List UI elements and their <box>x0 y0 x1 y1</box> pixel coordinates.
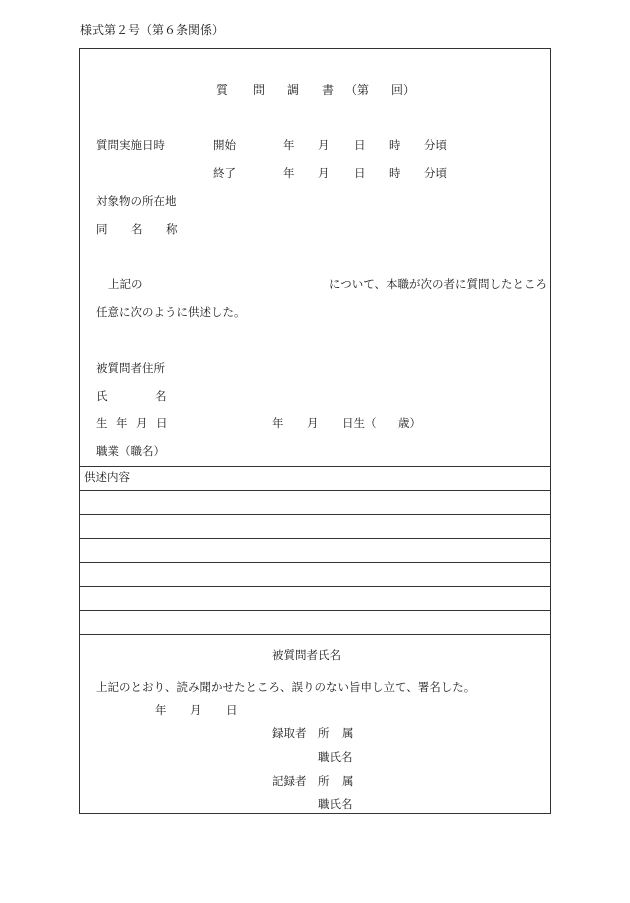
end-hour: 時 <box>389 166 401 180</box>
start-year: 年 <box>283 138 295 152</box>
end-day: 日 <box>354 166 366 180</box>
title-session-open: （第 <box>345 83 370 97</box>
title-session-close: 回） <box>391 83 416 97</box>
dob-age: 歳） <box>398 416 421 430</box>
title-char-1: 質 <box>216 83 229 97</box>
respondent-name-char-2: 名 <box>155 389 167 403</box>
start-minute: 分頃 <box>424 138 447 152</box>
end-year: 年 <box>283 166 295 180</box>
start-hour: 時 <box>389 138 401 152</box>
start-month: 月 <box>318 138 330 152</box>
same-name-char-3: 称 <box>166 222 178 236</box>
occupation-label: 職業（職名） <box>96 444 165 458</box>
taker-label: 録取者 <box>272 726 307 740</box>
dob-char-1: 生 <box>96 416 108 430</box>
datetime-label: 質問実施日時 <box>96 138 165 152</box>
form-number: 様式第２号（第６条関係） <box>80 23 225 37</box>
content-line-1 <box>79 490 551 491</box>
statement-line1-end: について、本職が次の者に質問したところ <box>329 277 548 291</box>
content-line-2 <box>79 514 551 515</box>
confirmation-text: 上記のとおり、読み聞かせたところ、誤りのない旨申し立て、署名した。 <box>96 680 476 694</box>
content-line-5 <box>79 586 551 587</box>
dob-char-3: 月 <box>136 416 148 430</box>
writer-affiliation-char-2: 属 <box>342 774 354 788</box>
dob-char-2: 年 <box>116 416 128 430</box>
title-char-4: 書 <box>322 83 335 97</box>
statement-line1-start: 上記の <box>108 277 143 291</box>
respondent-name-char-1: 氏 <box>96 389 108 403</box>
end-minute: 分頃 <box>424 166 447 180</box>
content-label: 供述内容 <box>84 470 130 484</box>
writer-label: 記録者 <box>272 774 307 788</box>
sign-day: 日 <box>226 703 238 717</box>
content-line-4 <box>79 562 551 563</box>
taker-official-name: 職氏名 <box>318 750 353 764</box>
sign-year: 年 <box>155 703 167 717</box>
content-line-6 <box>79 610 551 611</box>
respondent-name-sign-label: 被質問者氏名 <box>272 648 341 662</box>
taker-affiliation-char-2: 属 <box>342 726 354 740</box>
statement-line2: 任意に次のように供述した。 <box>96 305 246 319</box>
end-month: 月 <box>318 166 330 180</box>
sign-month: 月 <box>190 703 202 717</box>
same-name-char-2: 名 <box>131 222 143 236</box>
title-char-2: 問 <box>253 83 266 97</box>
writer-official-name: 職氏名 <box>318 797 353 811</box>
content-line-3 <box>79 538 551 539</box>
respondent-address-label: 被質問者住所 <box>96 361 165 375</box>
location-label: 対象物の所在地 <box>96 194 177 208</box>
start-label: 開始 <box>213 138 236 152</box>
dob-month: 月 <box>307 416 319 430</box>
start-day: 日 <box>354 138 366 152</box>
form-frame <box>79 48 551 814</box>
same-name-char-1: 同 <box>96 222 108 236</box>
dob-char-4: 日 <box>156 416 168 430</box>
taker-affiliation-char-1: 所 <box>318 726 330 740</box>
content-divider-top <box>79 466 551 467</box>
dob-day-born: 日生（ <box>342 416 377 430</box>
dob-year: 年 <box>272 416 284 430</box>
end-label: 終了 <box>213 166 236 180</box>
writer-affiliation-char-1: 所 <box>318 774 330 788</box>
title-char-3: 調 <box>287 83 300 97</box>
content-divider-bottom <box>79 634 551 635</box>
